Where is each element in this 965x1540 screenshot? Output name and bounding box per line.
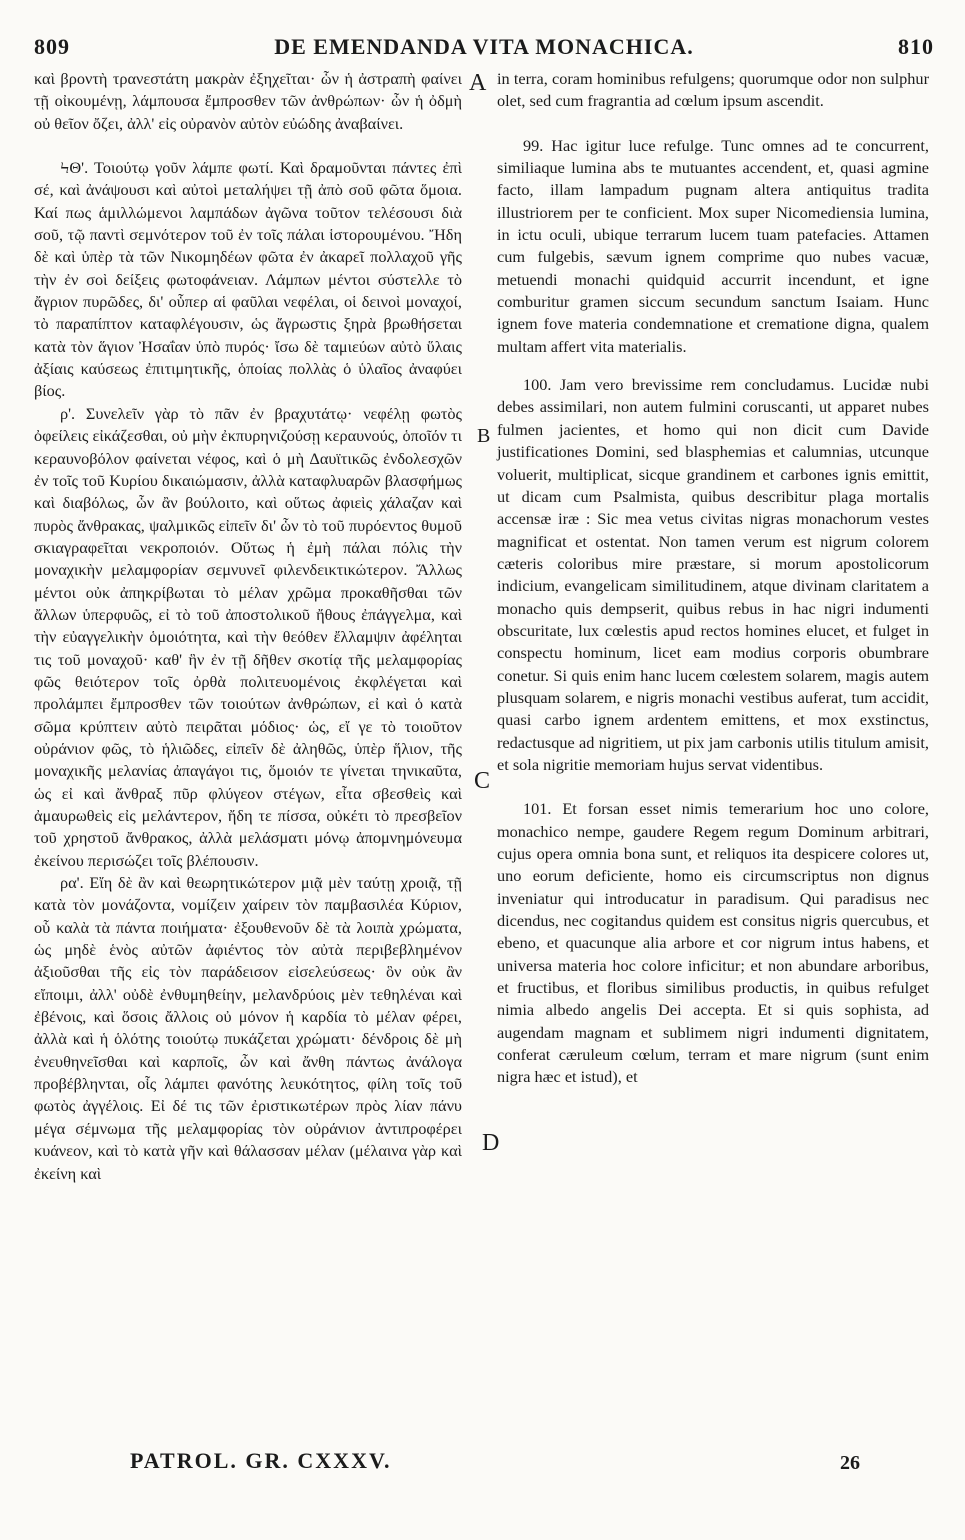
margin-marker-b: B — [477, 425, 491, 447]
greek-paragraph-1: καὶ βροντὴ τρανεστάτη μακρὰν ἐξηχεῖται· ὧν ἡ ἀστραπὴ φαίνει τῇ οἰκουμένῃ, λάμπουσα ἔμπροσθεν τῶν ἀνθρώπων· ὧν ἡ ὀδμὴ οὐ θεῖον ὄζει, ἀλλ' εἰς οὐρανὸν αὐτὸν εὐώδης ἀναβαίνει. — [34, 69, 462, 133]
latin-column — [497, 68, 929, 1089]
latin-paragraph-99: 99. Hac igitur luce refulge. Tunc omnes ad te concurrent, similiaque lumina abs te mutuantes accendent, et, quasi agmine facto, illam lampadum pugnam altera antiquitus tradita illustriorem per te conficient. Mox super Nicomediensia lumina, in ictu oculi, ubique terrarum lucem tuam patefacies. Attamen cum fulgebis, sævum ignem comprime quo nubes vacuæ, metuendi monachi quidquid accurrit incendunt, et igne comburitur gramen siccum secundum sanctum Isaiam. Hunc ignem fove materia condemnatione et crematione digna, qualem multam affert vita materialis. — [497, 135, 929, 356]
right-page-number: 810 — [898, 34, 934, 59]
greek-column — [34, 68, 462, 1185]
left-page-number: 809 — [34, 34, 70, 59]
page-header — [34, 34, 934, 62]
greek-paragraph-100: ρ'. Συνελεῖν γὰρ τὸ πᾶν ἐν βραχυτάτῳ· νεφέλῃ φωτὸς ὀφείλεις εἰκάζεσθαι, οὐ μὴν ἐκπυρηνιζούσῃ κεραυνούς, ὁποῖόν τι κεραυνοβόλον φαίνεται νέφος, καὶ ὁ μὴ Δαυϊτικῶς ἐνδολεσχῶν ἐν τοῖς τοῦ Κυρίου δικαιώμασιν, ἀλλὰ καταφλυαρῶν βλασφήμως καὶ διαβόλως, ὧν ἂν βούλοιτο, καὶ οὕτως ἀφιεὶς χάλαζαν καὶ πυρὸς ἄνθρακας, ψαλμικῶς εἰπεῖν δι' ὧν τὸ τοῦ πυρόεντος θυμοῦ σκιαγραφεῖται νεκροποιόν. Οὕτως ἡ ἐμὴ πάλαι πόλις τὴν μοναχικὴν μελαμφορίαν σεμνυνεῖ φιλενδεικτικώτερον. Ἄλλως μέντοι οὐκ ἀπηκρίβωται τὸ μέλαν χρῶμα προκαθῆσθαι τῶν ἄλλων ὑπερφυῶς, εἰ τὸ τοῦ ἀποστολικοῦ ἤθους ἐπάγγελμα, καὶ τὴν εὐαγγελικὴν ὁμοιότητα, καὶ τὴν θεόθεν ἔλλαμψιν ἀφέληται τις τοῦ μοναχοῦ· καθ' ἣν ἐν τῇ δῆθεν σκοτίᾳ τῆς μελαμφορίας φῶς θειότερον τοῖς ὀρθὰ πολιτευομένοις ἐκφλέγεται καὶ προλάμπει ἔμπροσθεν τῶν τοιούτων ἀνθρώπων, εἰ καὶ ὁ κατὰ σῶμα κρύπτειν αὐτὸ πειρᾶται μόδιος· ὡς, εἴ γε τὸ τοιοῦτον οὐράνιον φῶς, τὸ ἡλιῶδες, εἰπεῖν δὲ ἀληθῶς, ὑπὲρ ἥλιον, τῆς μοναχικῆς μελανίας ἀπαγάγοι τις, ὅμοιόν τε γίνεται τηνικαῦτα, ὡς εἰ καὶ ἄνθραξ πῦρ φλύγεον στέγων, εἶτα σβεσθεὶς καὶ ἀμαυρωθεὶς εἰς μελάντερον, ἤδη τε πίσσα, οὐκέτι τὸ πρεσβεῖον τοῦ χρηστοῦ ἄνθρακος, ἀλλὰ μελάσματι μόνῳ ἀπομνημόνευμα ἐκείνου περισώζει τοῖς βλέπουσιν. — [34, 403, 462, 870]
margin-marker-d: D — [482, 1130, 500, 1156]
latin-paragraph-1: in terra, coram hominibus refulgens; quorumque odor non sulphur olet, sed cum fragrantia ad cœlum ipsum ascendit. — [497, 69, 929, 111]
running-title: DE EMENDANDA VITA MONACHICA. — [274, 34, 694, 59]
margin-marker-c: C — [474, 768, 491, 794]
margin-marker-a: A — [469, 70, 487, 96]
latin-paragraph-100: 100. Jam vero brevissime rem concludamus. Lucidæ nubi debes assimilari, non autem fulmini coruscanti, ut apparet nubes fulmen jacientes, et homo qui non dicit cum Davide justificationes Domini, sed blasphemias et calumnias, utcunque voluerit, multiplicat, sicque grandinem et carbones ignis emittit, ut dicam cum Psalmista, quibus describitur plaga mortalis accensæ iræ : Sic mea vetus civitas nigras monachorum vestes magnificat et ostentat. Non tamen verum est nigrum colorem cæteris coloribus mire præstare, si morum apostolicorum indicium, evangelicam similitudinem, atque divinam claritatem a monacho quis dempserit, quibus rebus in hac nigri indumenti obscuritate, lux cœlestis apud rectos homines elucet, et fulget in conspectu hominum, licet eam modius corporis obumbrare conetur. Si quis enim hanc lucem cœlestem solarem, magis autem plusquam solarem, e nigris monachi vestibus auferat, tum accidit, quasi carbo ignem ardentem emittens, et mox exstinctus, redactusque ad nigritiem, ut pix jam carbonis utilis titulum amisit, et sola nigritie memoriam hujus servat videntibus. — [497, 375, 929, 774]
signature-mark: 26 — [840, 1452, 860, 1474]
page-footer — [0, 1448, 965, 1480]
greek-paragraph-101: ρα'. Εἴη δὲ ἂν καὶ θεωρητικώτερον μιᾷ μὲν ταύτῃ χροιᾷ, τῇ κατὰ τὸν μονάζοντα, νομίζειν χαίρειν τὸν παμβασιλέα Κύριον, οὗ καλὰ τὰ πάντα ποιήματα· ἐξουθενοῦν δὲ τὰ λοιπὰ χρώματα, ὡς μηδὲ ἑνὸς αὐτῶν ἀφιέντος τὸν αὐτὰ περιβεβλημένον ἀξιοῦσθαι τῆς εἰς τὸν παράδεισον εἰσελεύσεως· ὃν οὐκ ἂν εἴποιμι, ἀλλ' οὐδὲ ἐνθυμηθείην, μελανδρύοις μὲν τεθηλέναι καὶ ἐβένοις, καὶ ὅσοις ἄλλοις οὐ μόνον ἡ καρδία τὸ μέλαν φέρει, ἀλλὰ καὶ ἡ ὁλότης τοιούτῳ πυκάζεται χρώματι· δένδροις δὲ μὴ ἐνευθηνεῖσθαι καὶ καρποῖς, ὧν καὶ ἄνθη πάντως ἀνάλογα προβέβληνται, οἷς λάμπει φανότης λευκότητος, φίλη τοῖς τοῦ φωτὸς ἀγγέλοις. Εἰ δέ τις τῶν ἐριστικωτέρων πρὸς λίαν πάνυ μέγα σέμνωμα τῆς μελαμφορίας τὸν οὐράνιον ἀντιπροφέρει κυάνεον, καὶ τὸ κατὰ γῆν καὶ θάλασσαν μέλαν (μέλαινα γὰρ καὶ ἐκείνη καὶ — [34, 873, 462, 1183]
latin-paragraph-101: 101. Et forsan esset nimis temerarium hoc uno colore, monachico nempe, gaudere Regem regum Dominum arbitrari, cujus opera omnia bona sunt, et reliquos ita despicere colores ut, uno eorum deficiente, homo eis circumscriptus non dignus inveniatur qui introducatur in paradisum. Qui paradisus nec dicendus, nec cogitandus quidem est consitus nigris quercubus, et ebeno, et quacunque alia arbore et cor nigrum intus habens, et universa materia hoc colore inficitur; et non abundare arboribus, et fructibus, et floribus similibus productis, in quibus refulget nimia albedo angelis Dei accepta. Et si quis sophista, ad augendam magnam et sublimem nigri indumenti dignitatem, conferat cæruleum cœlum, terram et mare nigrum (sunt enim nigra hæc et istud), et — [497, 799, 929, 1087]
greek-paragraph-99: ϞΘ'. Τοιούτῳ γοῦν λάμπε φωτί. Καὶ δραμοῦνται πάντες ἐπὶ σέ, καὶ ἀνάψουσι καὶ αὐτοὶ μεταλήψει τῇ ἀπὸ σοῦ φῶτα ὅμοια. Καί πως ἁμιλλώμενοι λαμπάδων ἀγῶνα τοῦτον τελέσουσι διὰ σοῦ, τῷ παντὶ σεμνότερον τοῦ ἐν τοῖς πάλαι ἱστορουμένου. Ἤδη δὲ καὶ ὑπὲρ τὰ τῶν Νικομηδέων φῶτα ἐν ἀκαρεῖ πολλαχοῦ γῆς τὴν ἐν σοὶ δείξεις φωτοφάνειαν. Λάμπων μέντοι σύστελλε τὸ ἄγριον πυρῶδες, δι' οὗπερ αἱ φαῦλαι νεφέλαι, οἱ δεινοὶ μοναχοί, τὸ παραπίπτον καταφλέγουσιν, ὡς ἄγρωστις ξηρὰ βρωθήσεται κατὰ τὸν ἅγιον Ἠσαΐαν ὑπὸ πυρός· ἴσω δὲ ταμιεύων αὐτὸ ὕλαις ἀξίαις καύσεως ἐπιτιμητικῆς, ὁποίας πολλὰς ὁ ὑλαῖος ἀναφύει βίος. — [34, 158, 462, 401]
series-reference: PATROL. GR. CXXXV. — [130, 1448, 392, 1473]
